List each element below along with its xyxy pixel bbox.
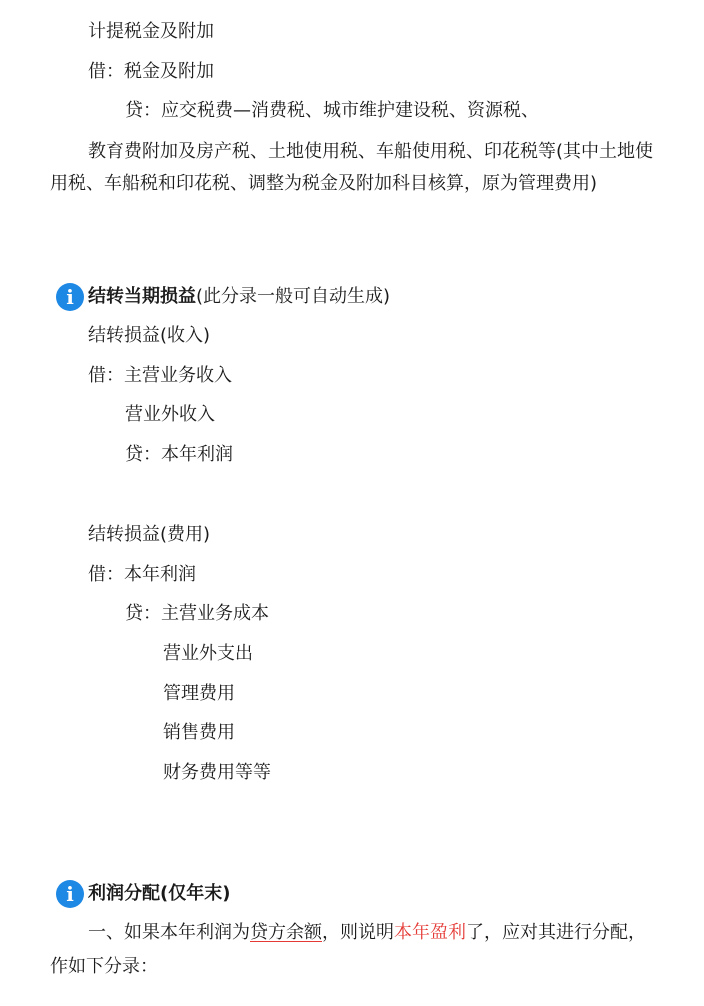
expense-credit-item: 财务费用等等	[163, 762, 271, 783]
expense-debit-line: 借：本年利润	[88, 564, 196, 585]
profit-section-title: 利润分配(仅年末)	[88, 883, 231, 904]
income-transfer-title: 结转损益(收入)	[88, 325, 211, 346]
transfer-title-note: (此分录一般可自动生成)	[196, 286, 391, 307]
income-credit-line: 贷：本年利润	[125, 444, 233, 465]
tax-debit-line: 借：税金及附加	[88, 61, 214, 82]
expense-credit-item: 管理费用	[163, 683, 235, 704]
annual-profit-highlight: 本年盈利	[394, 922, 466, 943]
profit-text-part: 一、如果本年利润为	[88, 922, 250, 943]
expense-credit-line: 贷：主营业务成本	[125, 603, 269, 624]
expense-transfer-title: 结转损益(费用)	[88, 524, 211, 545]
transfer-title-bold: 结转当期损益	[88, 286, 196, 307]
profit-paragraph-line-2: 作如下分录：	[50, 956, 158, 977]
transfer-section-heading	[56, 283, 390, 311]
tax-continuation-line-2: 用税、车船税和印花税、调整为税金及附加科目核算，原为管理费用)	[50, 173, 598, 194]
tax-continuation-line-1: 教育费附加及房产税、土地使用税、车船使用税、印花税等(其中土地使	[88, 141, 654, 162]
profit-text-part: 了，应对其进行分配，	[466, 922, 646, 943]
profit-paragraph-line-1	[88, 921, 646, 945]
tax-section-title: 计提税金及附加	[88, 21, 214, 42]
tax-credit-line: 贷：应交税费—消费税、城市维护建设税、资源税、	[125, 100, 539, 121]
expense-credit-item: 营业外支出	[163, 643, 253, 664]
income-debit-line: 借：主营业务收入	[88, 365, 232, 386]
info-icon: i	[56, 880, 84, 908]
income-debit-line-2: 营业外收入	[125, 404, 215, 425]
profit-section-heading	[56, 880, 230, 908]
credit-balance-term: 贷方余额	[250, 922, 322, 943]
expense-credit-item: 销售费用	[163, 722, 235, 743]
info-icon: i	[56, 283, 84, 311]
profit-text-part: ，则说明	[322, 922, 394, 943]
